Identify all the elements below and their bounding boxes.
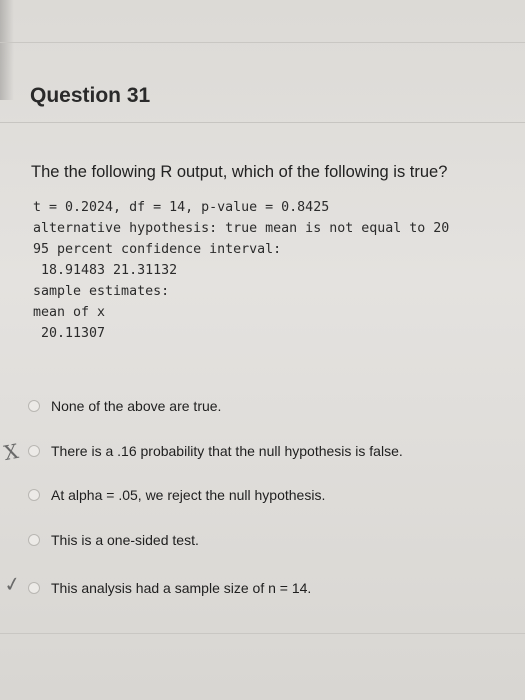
answer-option-1[interactable]	[28, 396, 221, 416]
handwritten-check-mark: ✓	[2, 570, 23, 598]
r-output-line: 95 percent confidence interval:	[33, 242, 282, 257]
answer-option-label: This is a one-sided test.	[51, 532, 199, 548]
answer-option-4[interactable]	[28, 530, 199, 550]
radio-button[interactable]	[28, 489, 40, 501]
r-output-line: mean of x	[33, 305, 106, 320]
answer-option-label: At alpha = .05, we reject the null hypothesis.	[51, 487, 326, 503]
handwritten-x-mark: X	[2, 438, 21, 466]
bottom-divider	[0, 633, 525, 634]
r-output-line: alternative hypothesis: true mean is not equal to 20	[33, 221, 450, 236]
r-output-line: t = 0.2024, df = 14, p-value = 0.8425	[33, 200, 330, 215]
radio-button[interactable]	[28, 445, 40, 457]
radio-button[interactable]	[28, 582, 40, 594]
answer-option-2[interactable]	[28, 441, 403, 461]
answer-option-5[interactable]	[28, 578, 311, 598]
answer-option-label: There is a .16 probability that the null hypothesis is false.	[51, 443, 403, 459]
title-divider	[0, 122, 525, 123]
page-edge-shadow	[0, 0, 14, 100]
r-output-line: sample estimates:	[33, 284, 170, 299]
question-prompt: The the following R output, which of the following is true?	[31, 163, 448, 181]
answer-option-3[interactable]	[28, 485, 325, 505]
r-output-line: 18.91483 21.31132	[33, 263, 178, 278]
radio-button[interactable]	[28, 400, 40, 412]
radio-button[interactable]	[28, 534, 40, 546]
question-title: Question 31	[30, 84, 151, 107]
top-divider	[0, 42, 525, 43]
r-output-line: 20.11307	[33, 326, 106, 341]
r-output-block	[33, 197, 449, 344]
answer-option-label: None of the above are true.	[51, 398, 222, 414]
answer-option-label: This analysis had a sample size of n = 14.	[51, 580, 312, 596]
